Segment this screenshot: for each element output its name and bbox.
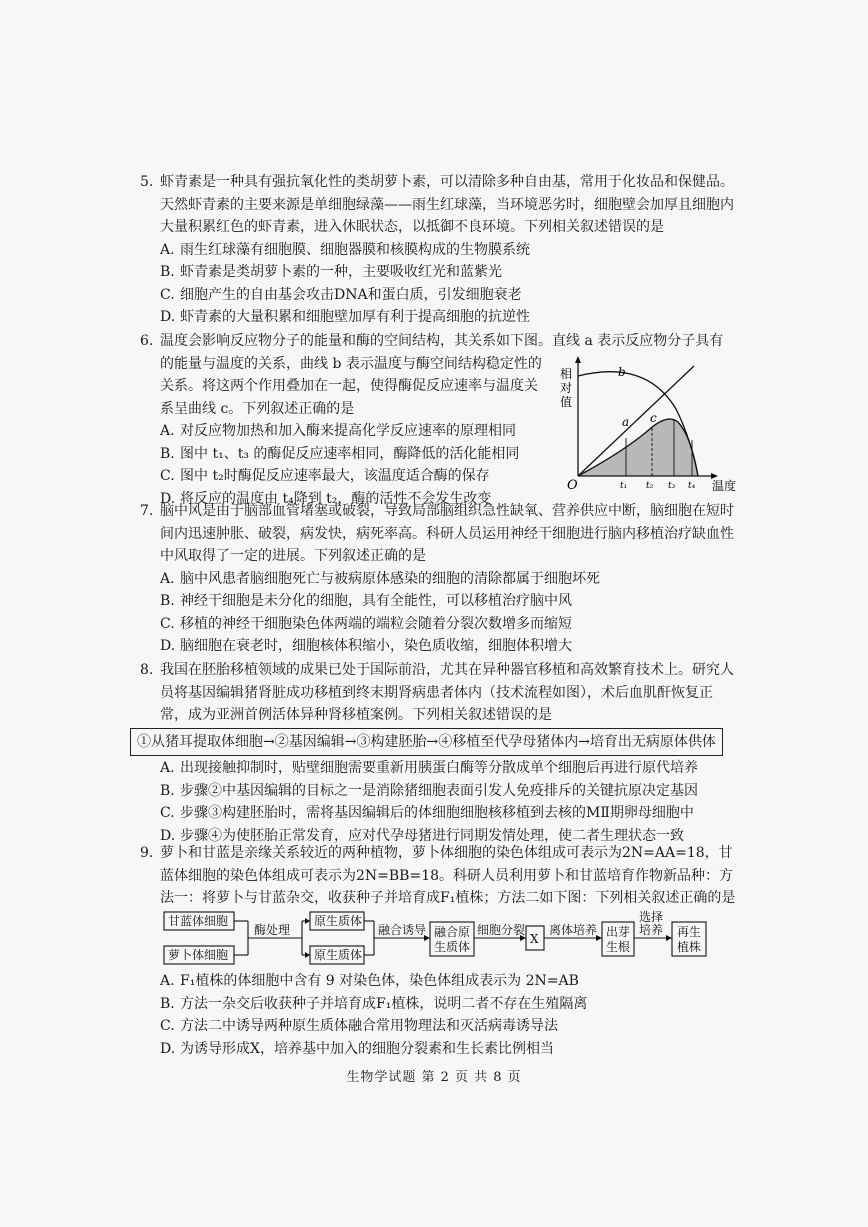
cabbage-cell-label: 甘蓝体细胞 [168,914,229,928]
x-label: X [530,932,539,946]
option-a: A. 对反应物加热和加入酶来提高化学反应速率的原理相同 [160,423,516,439]
option-b: B. 方法一杂交后收获种子并培育成F₁植株，说明二者不存在生殖隔离 [160,995,588,1012]
question-8 [137,659,740,847]
option-b: B. 图中 t₁、t₃ 的酶促反应速率相同，酶降低的活化能相同 [160,445,520,462]
option-d: D. 虾青素的大量积累和细胞壁加厚有利于提高细胞的抗逆性 [160,309,530,325]
question-stem-line1: 温度会影响反应物分子的能量和酶的空间结构，其关系如下图。直线 a 表示反应物分子具有 [160,333,724,349]
tick-t3: t₃ [668,481,676,491]
option-a: A. 出现接触抑制时，贴壁细胞需要重新用胰蛋白酶等分散成单个细胞后再进行原代培养 [160,760,698,776]
tick-t2: t₂ [646,481,654,491]
plant-label-1: 再生 [677,925,702,939]
option-b: B. 神经干细胞是未分化的细胞，具有全能性，可以移植治疗脑中风 [160,593,572,609]
sprout-label-1: 出芽 [606,925,631,939]
fused-label-1: 融合原 [434,925,471,939]
option-c: C. 方法二中诱导两种原生质体融合常用物理法和灭活病毒诱导法 [160,1018,558,1034]
question-number: 8. [140,662,154,678]
y-axis-label-1: 相 [560,367,573,381]
technique-flow-box: ①从猪耳提取体细胞→②基因编辑→③构建胚胎→④移植至代孕母猪体内→培育出无病原体供体 [130,728,723,757]
question-number: 6. [140,333,154,349]
option-c: C. 移植的神经干细胞染色体两端的端粒会随着分裂次数增多而缩短 [160,615,572,632]
question-stem: 我国在胚胎移植领域的成果已处于国际前沿，尤其在异种器官移植和高效繁育技术上。研究人员将基因编辑猪肾脏成功移植到终末期肾病患者体内（技术流程如图），术后血肌酐恢复正常，成为亚洲首例活体异种肾移植案例。下列相关叙述错误的是 [160,662,734,723]
culture-step-label: 离体培养 [549,923,598,937]
option-a: A. 脑中风患者脑细胞死亡与被病原体感染的细胞的清除都属于细胞坏死 [160,570,600,587]
option-c: C. 细胞产生的自由基会攻击DNA和蛋白质，引发细胞衰老 [160,286,522,303]
question-number: 5. [140,174,154,190]
x-axis-label: 温度 [712,479,737,493]
option-c: C. 步骤③构建胚胎时，需将基因编辑后的体细胞细胞核移植到去核的MⅡ期卵母细胞中 [160,805,694,821]
enzyme-step-label: 酶处理 [254,923,291,937]
y-axis-label-2: 对 [560,381,573,395]
option-a: A. 雨生红球藻有细胞膜、细胞器膜和核膜构成的生物膜系统 [160,241,530,258]
protoplast-fusion-diagram [160,910,720,970]
select-step-label-2: 培养 [639,923,664,937]
protoplast-label-2: 原生质体 [314,948,363,962]
question-number: 9. [140,845,154,861]
curve-b-label: b [618,365,626,379]
option-c: C. 图中 t₂时酶促反应速率最大，该温度适合酶的保存 [160,468,490,484]
option-d: D. 步骤④为使胚胎正常发育，应对代孕母猪进行同期发情处理，使二者生理状态一致 [160,827,684,844]
origin-label: O [567,478,578,493]
option-a: A. F₁植株的体细胞中含有 9 对染色体，染色体组成表示为 2N=AB [160,973,579,989]
select-step-label-1: 选择 [639,910,664,924]
option-b: B. 虾青素是类胡萝卜素的一种，主要吸收红光和蓝紫光 [160,264,502,280]
fusion-step-label: 融合诱导 [378,923,427,937]
tick-t4: t₄ [688,481,696,491]
tick-t1: t₁ [620,481,628,491]
curve-c-label: c [650,411,657,425]
question-stem-rest: 的能量与温度的关系，曲线 b 表示温度与酶空间结构稳定性的关系。将这两个作用叠加在一起，使得酶促反应速率与温度关系呈曲线 c。下列叙述正确的是 [160,355,542,417]
question-stem: 萝卜和甘蓝是亲缘关系较近的两种植物，萝卜体细胞的染色体组成可表示为2N=AA=18，甘蓝体细胞的染色体组成可表示为2N=BB=18。科研人员利用萝卜和甘蓝培育作物新品种：方法一：将萝卜与甘蓝杂交，收获种子并培育成F₁植株；方法二如下图：下列相关叙述正确的是 [160,845,736,906]
question-9 [140,842,740,910]
option-d: D. 脑细胞在衰老时，细胞核体积缩小，染色质收缩，细胞体积增大 [160,638,572,654]
question-number: 7. [140,503,154,519]
fused-label-2: 生质体 [434,940,471,954]
question-7 [140,500,740,658]
page-footer: 生物学试题 第 2 页 共 8 页 [346,1070,522,1085]
option-b: B. 步骤②中基因编辑的目标之一是消除猪细胞表面引发人免疫排斥的关键抗原决定基因 [160,782,698,799]
y-axis-label-3: 值 [560,395,573,409]
question-9-options [140,970,740,1060]
enzyme-temperature-graph [556,354,746,494]
division-step-label: 细胞分裂 [477,923,526,937]
option-d: D. 将反应的温度由 t₄降到 t₂，酶的活性不会发生改变 [160,490,492,507]
question-5 [140,171,740,329]
question-stem: 虾青素是一种具有强抗氧化性的类胡萝卜素，可以清除多种自由基，常用于化妆品和保健品。天然虾青素的主要来源是单细胞绿藻——雨生红球藻，当环境恶劣时，细胞壁会加厚且细胞内大量积累红色的虾青素，进入休眠状态，以抵御不良环境。下列相关叙述错误的是 [160,174,734,235]
sprout-label-2: 生根 [606,940,631,954]
plant-label-2: 植株 [677,940,702,954]
option-d: D. 为诱导形成X，培养基中加入的细胞分裂素和生长素比例相当 [160,1040,554,1057]
question-stem: 脑中风是由于脑部血管堵塞或破裂，导致局部脑组织急性缺氧、营养供应中断，脑细胞在短时间内迅速肿胀、破裂，病发快，病死率高。科研人员运用神经干细胞进行脑内移植治疗缺血性中风取得了一定的进展。下列叙述正确的是 [160,503,734,564]
protoplast-label-1: 原生质体 [314,914,363,928]
radish-cell-label: 萝卜体细胞 [168,948,229,962]
curve-a-label: a [622,415,630,429]
shaded-region [578,419,698,476]
